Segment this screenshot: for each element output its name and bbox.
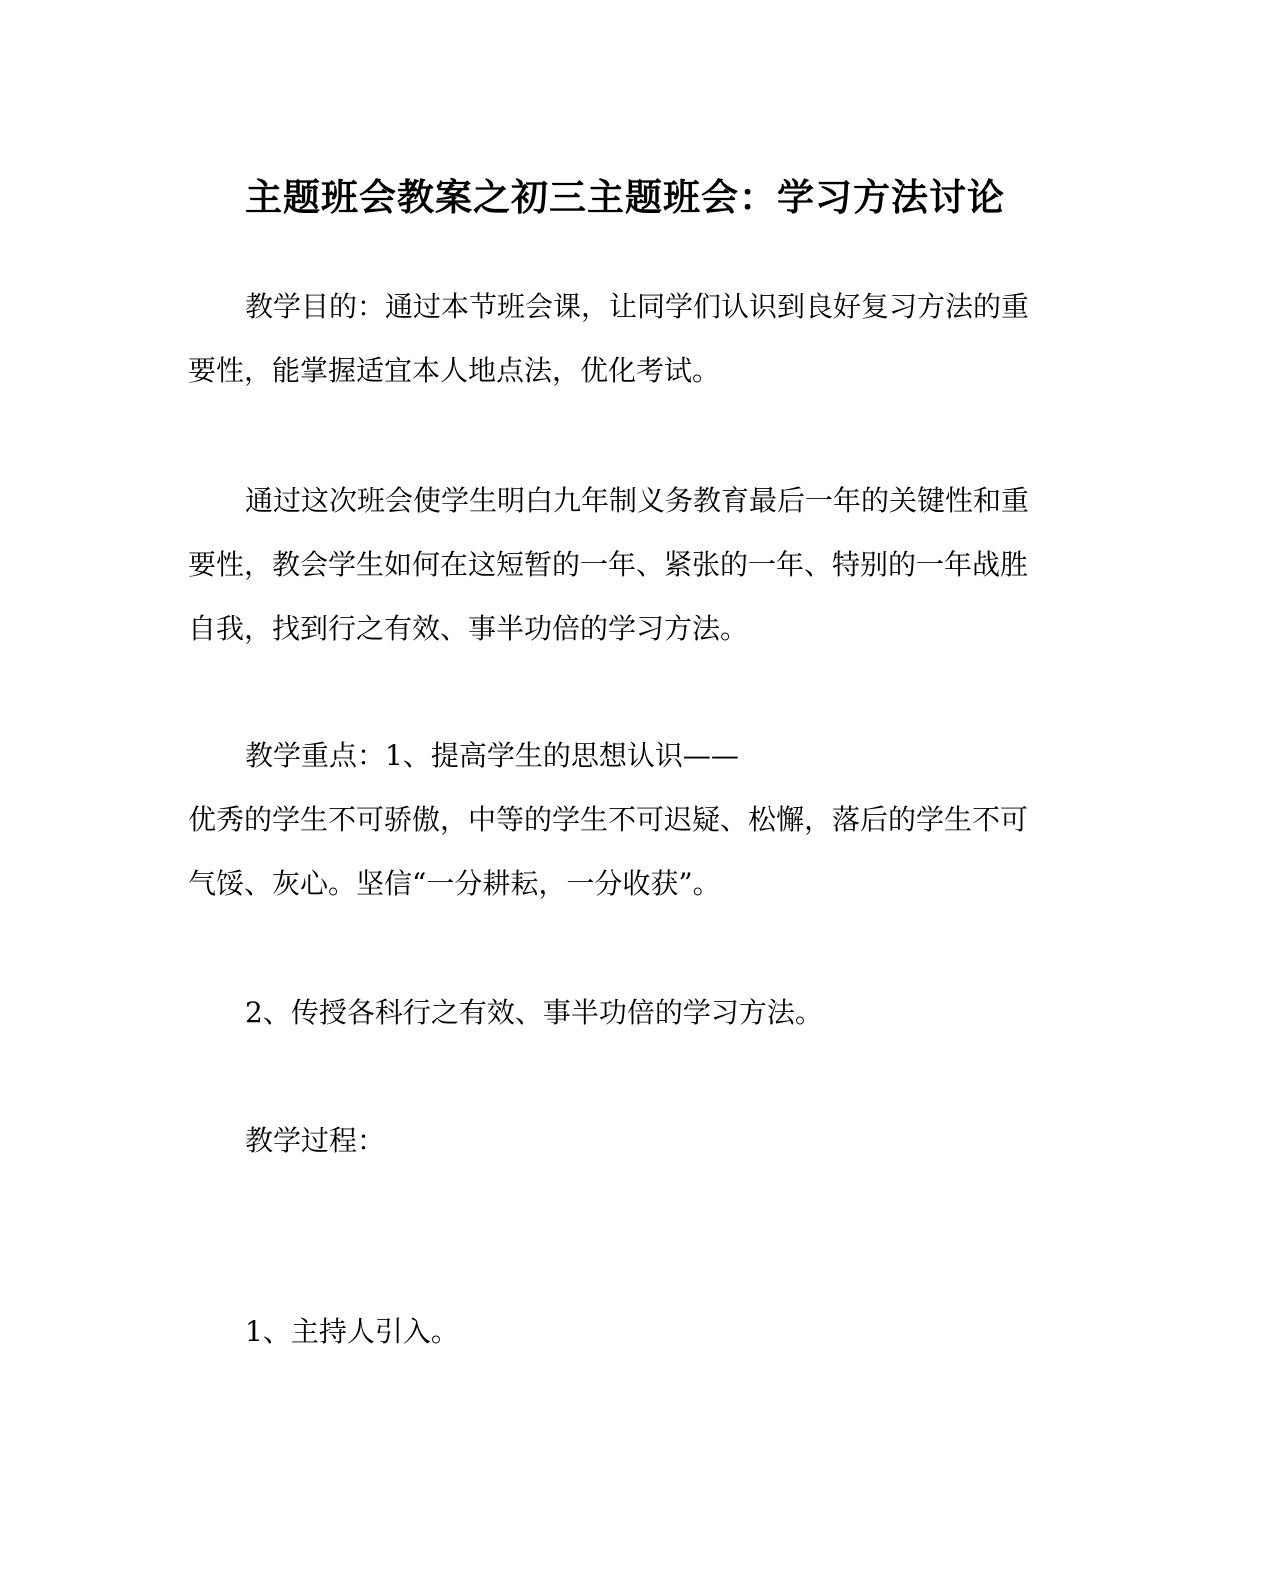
paragraph-teaching-objective — [188, 275, 1058, 403]
paragraph-teaching-process-heading — [188, 1109, 1058, 1173]
paragraph-line: 1、主持人引入。 — [245, 1315, 459, 1348]
paragraph-line: 教学过程： — [245, 1124, 386, 1157]
paragraph-key-point-2 — [188, 981, 1058, 1045]
paragraph-line: 通过这次班会使学生明白九年制义务教育最后一年的关键性和重 — [245, 484, 1030, 517]
paragraph-teaching-key-points — [188, 724, 1058, 916]
document-title: 主题班会教案之初三主题班会：学习方法讨论 — [245, 175, 1005, 219]
paragraph-step-1 — [188, 1300, 1058, 1364]
paragraph-class-purpose — [188, 469, 1058, 661]
paragraph-line: 要性，能掌握适宜本人地点法，优化考试。 — [188, 354, 721, 387]
paragraph-line: 要性，教会学生如何在这短暂的一年、紧张的一年、特别的一年战胜 — [188, 548, 1029, 581]
paragraph-line: 教学目的：通过本节班会课，让同学们认识到良好复习方法的重 — [245, 290, 1030, 323]
paragraph-line: 自我，找到行之有效、事半功倍的学习方法。 — [188, 612, 749, 645]
paragraph-line: 气馁、灰心。坚信“一分耕耘，一分收获”。 — [188, 867, 721, 900]
paragraph-line: 优秀的学生不可骄傲，中等的学生不可迟疑、松懈，落后的学生不可 — [188, 803, 1029, 836]
paragraph-line: 2、传授各科行之有效、事半功倍的学习方法。 — [245, 996, 823, 1029]
paragraph-line: 教学重点：1、提高学生的思想认识—— — [245, 739, 739, 772]
